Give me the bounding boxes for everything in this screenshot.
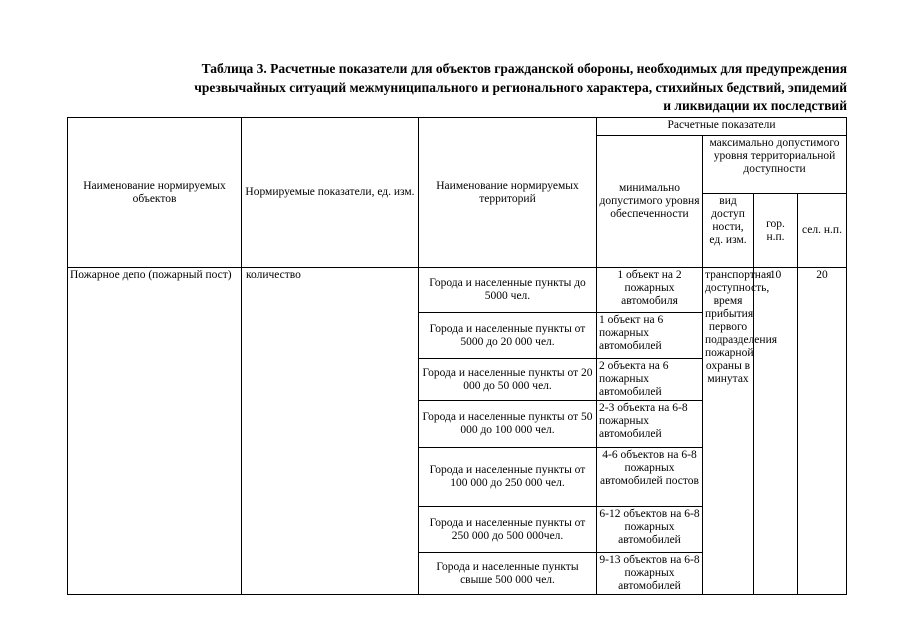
access-type-cell: транспортная доступность, время прибытия первого подразделения пожарной охраны в минутах [703, 268, 754, 595]
provision-cell: 2 объекта на 6 пожарных автомобилей [597, 359, 703, 401]
provision-cell: 6-12 объектов на 6-8 пожарных автомобилей [597, 507, 703, 553]
header-object-name: Наименование нормируемых объектов [68, 118, 242, 268]
table-caption [60, 60, 847, 116]
object-name-cell: Пожарное депо (пожарный пост) [68, 268, 242, 595]
provision-cell: 9-13 объектов на 6-8 пожарных автомобилей [597, 553, 703, 595]
header-territory-name: Наименование нормируемых территорий [419, 118, 597, 268]
header-urban: гор. н.п. [754, 194, 798, 268]
territory-cell: Города и населенные пункты от 5000 до 20 000 чел. [419, 313, 597, 359]
territory-cell: Города и населенные пункты от 50 000 до 100 000 чел. [419, 401, 597, 448]
provision-cell: 2-3 объекта на 6-8 пожарных автомобилей [597, 401, 703, 448]
header-max-level: максимально допустимого уровня территориальной доступности [703, 136, 847, 194]
header-access-type: вид доступ ности, ед. изм. [703, 194, 754, 268]
provision-cell: 4-6 объектов на 6-8 пожарных автомобилей постов [597, 448, 703, 507]
territory-cell: Города и населенные пункты от 250 000 до 500 000чел. [419, 507, 597, 553]
norms-table [67, 117, 847, 595]
rural-value-cell: 20 [798, 268, 847, 595]
caption-line-3: и ликвидации их последствий [663, 98, 847, 113]
caption-line-2: чрезвычайных ситуаций межмуниципального и регионального характера, стихийных бедствий, эпидемий [194, 79, 847, 95]
provision-cell: 1 объект на 6 пожарных автомобилей [597, 313, 703, 359]
header-rural: сел. н.п. [798, 194, 847, 268]
header-min-level: минимально допустимого уровня обеспеченности [597, 136, 703, 268]
territory-cell: Города и населенные пункты от 20 000 до 50 000 чел. [419, 359, 597, 401]
territory-cell: Города и населенные пункты от 100 000 до 250 000 чел. [419, 448, 597, 507]
indicator-cell: количество [242, 268, 419, 595]
caption-line-1: Таблица 3. Расчетные показатели для объектов гражданской обороны, необходимых для предупреждения [201, 61, 847, 76]
header-normed-indicators: Нормируемые показатели, ед. изм. [242, 118, 419, 268]
header-calc-indicators: Расчетные показатели [597, 118, 847, 136]
territory-cell: Города и населенные пункты свыше 500 000 чел. [419, 553, 597, 595]
provision-cell: 1 объект на 2 пожарных автомобиля [597, 268, 703, 313]
urban-value-cell: 10 [754, 268, 798, 595]
territory-cell: Города и населенные пункты до 5000 чел. [419, 268, 597, 313]
